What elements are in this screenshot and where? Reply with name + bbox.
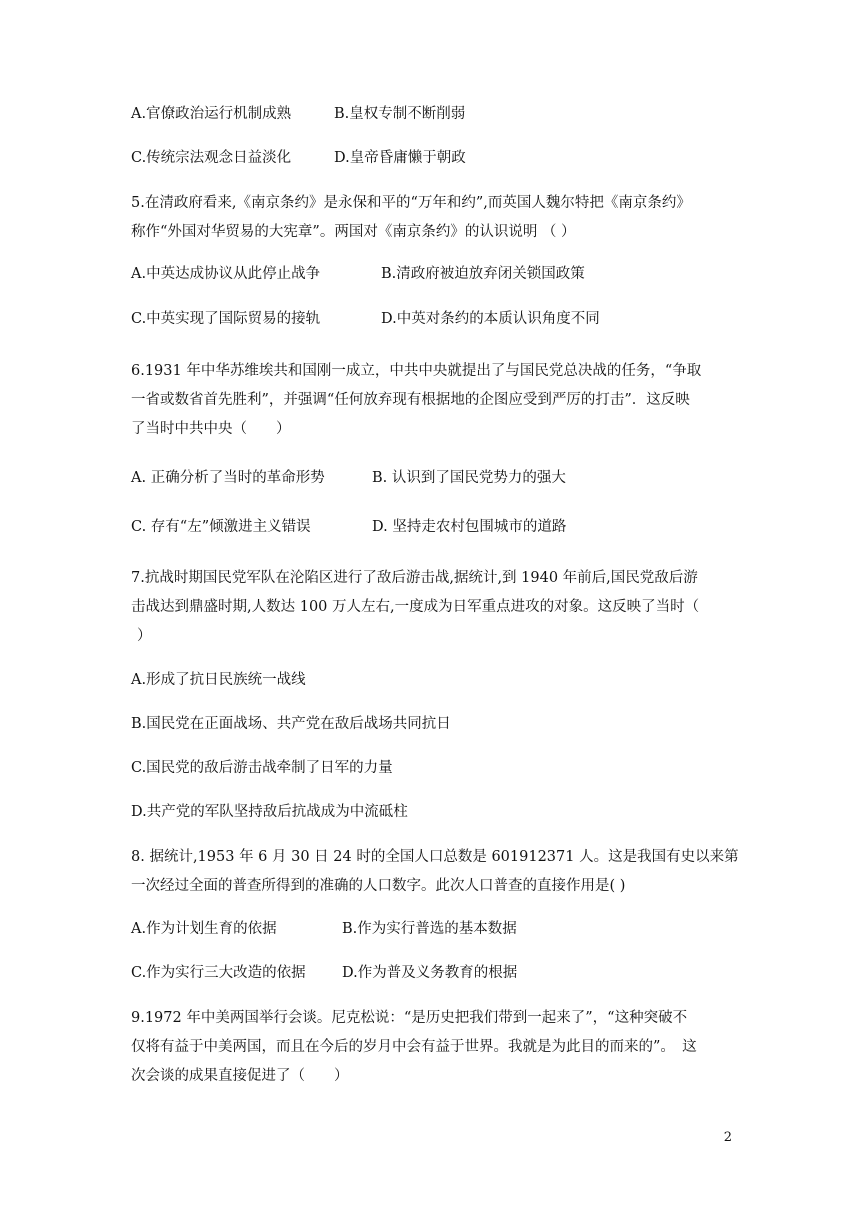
q6-stem-line-1: 6.1931 年中华苏维埃共和国刚一成立，中共中央就提出了与国民党总决战的任务，“争取: [131, 363, 702, 379]
q6-option-b: B. 认识到了国民党势力的强大: [372, 470, 566, 486]
q6-stem-line-2: 一省或数省首先胜利”，并强调“任何放弃现有根据地的企图应受到严厉的打击”．这反映: [131, 392, 690, 408]
q6-option-a: A. 正确分析了当时的革命形势: [131, 470, 325, 486]
q6-option-d: D. 坚持走农村包围城市的道路: [372, 519, 567, 535]
q8-stem-line-1: 8. 据统计,1953 年 6 月 30 日 24 时的全国人口总数是 601912371 人。这是我国有史以来第: [131, 849, 739, 865]
q6-stem-line-3: 了当时中共中央（ ）: [131, 421, 291, 437]
q5-option-d: D.中英对条约的本质认识角度不同: [381, 311, 600, 327]
q4-option-c: C.传统宗法观念日益淡化: [131, 150, 292, 166]
q8-stem-line-2: 一次经过全面的普查所得到的准确的人口数字。此次人口普查的直接作用是( ): [131, 878, 626, 894]
q5-option-b: B.清政府被迫放弃闭关锁国政策: [381, 266, 585, 282]
q7-stem-line-1: 7.抗战时期国民党军队在沦陷区进行了敌后游击战,据统计,到 1940 年前后,国民党敌后游: [131, 570, 698, 586]
page-number: 2: [723, 1130, 732, 1145]
q5-stem-line-2: 称作“外国对华贸易的大宪章”。两国对《南京条约》的认识说明 （ ）: [131, 224, 576, 240]
q4-option-a: A.官僚政治运行机制成熟: [131, 106, 292, 122]
q7-option-c: C.国民党的敌后游击战牵制了日军的力量: [131, 760, 393, 776]
q9-stem-line-1: 9.1972 年中美两国举行会谈。尼克松说：“是历史把我们带到一起来了”，“这种突破不: [131, 1010, 688, 1026]
q9-stem-line-3: 次会谈的成果直接促进了（ ）: [131, 1068, 349, 1084]
q7-option-b: B.国民党在正面战场、共产党在敌后战场共同抗日: [131, 716, 451, 732]
q5-stem-line-1: 5.在清政府看来,《南京条约》是永保和平的“万年和约”,而英国人魏尔特把《南京条约》: [131, 195, 691, 211]
q8-option-c: C.作为实行三大改造的依据: [131, 965, 306, 981]
q8-option-a: A.作为计划生育的依据: [131, 921, 277, 937]
q6-option-c: C. 存有“左”倾激进主义错误: [131, 519, 311, 535]
q9-stem-line-2: 仅将有益于中美两国，而且在今后的岁月中会有益于世界。我就是为此目的而来的”。 这: [131, 1039, 697, 1055]
q7-option-d: D.共产党的军队坚持敌后抗战成为中流砥柱: [131, 804, 408, 820]
q8-option-b: B.作为实行普选的基本数据: [342, 921, 517, 937]
q7-option-a: A.形成了抗日民族统一战线: [131, 672, 306, 688]
q7-stem-line-3: ）: [137, 628, 152, 644]
q8-option-d: D.作为普及义务教育的根据: [342, 965, 518, 981]
q5-option-a: A.中英达成协议从此停止战争: [131, 266, 321, 282]
q7-stem-line-2: 击战达到鼎盛时期,人数达 100 万人左右,一度成为日军重点进攻的对象。这反映了当时（: [131, 599, 700, 615]
q5-option-c: C.中英实现了国际贸易的接轨: [131, 311, 321, 327]
q4-option-b: B.皇权专制不断削弱: [334, 106, 466, 122]
q4-option-d: D.皇帝昏庸懒于朝政: [334, 150, 466, 166]
